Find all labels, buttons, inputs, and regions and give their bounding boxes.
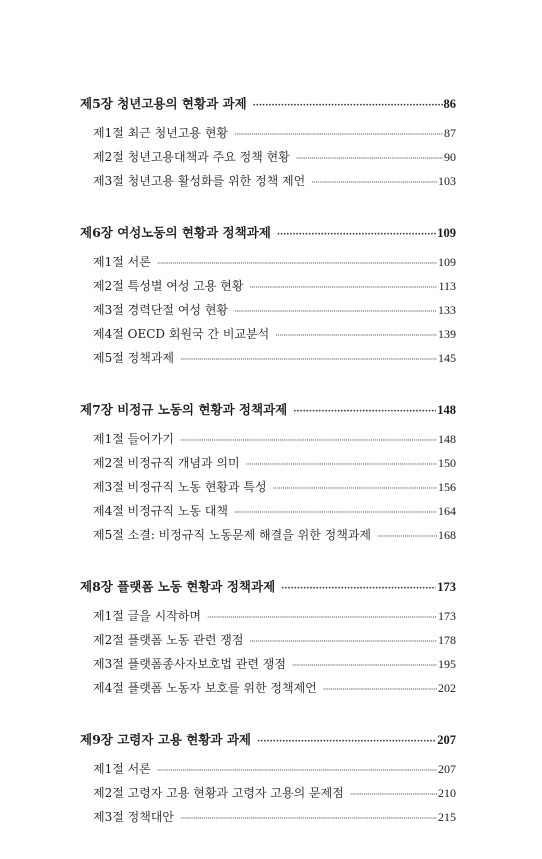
section-title: 제3절 정책대안: [93, 810, 175, 824]
section-title: 제1절 서론: [93, 255, 151, 269]
dot-leader: [323, 685, 437, 694]
section-entry[interactable]: [80, 478, 456, 502]
page-number: 164: [438, 504, 456, 518]
chapter-heading[interactable]: [80, 400, 456, 422]
section-title: 제3절 경력단절 여성 현황: [93, 303, 228, 317]
section-entry[interactable]: [80, 760, 456, 784]
chapter-title: 제6장 여성노동의 현황과 정책과제: [80, 225, 271, 240]
dot-leader: [273, 484, 437, 493]
chapter-6: [80, 223, 456, 373]
section-title: 제1절 서론: [93, 762, 151, 776]
table-of-contents: [80, 94, 456, 859]
chapter-heading[interactable]: [80, 577, 456, 599]
section-title: 제1절 들어가기: [93, 432, 175, 446]
chapter-9: [80, 730, 456, 832]
page-number: 109: [438, 255, 456, 269]
page-number: 156: [438, 480, 456, 494]
dot-leader: [292, 661, 437, 670]
dot-leader: [293, 407, 436, 417]
dot-leader: [277, 230, 436, 240]
section-entry[interactable]: [80, 655, 456, 679]
page-number: 210: [438, 786, 456, 800]
section-entry[interactable]: [80, 679, 456, 703]
page-number: 168: [438, 528, 456, 542]
chapter-title: 제5장 청년고용의 현황과 과제: [80, 96, 247, 111]
section-title: 제3절 플랫폼종사자보호법 관련 쟁점: [93, 657, 286, 671]
section-entry[interactable]: [80, 784, 456, 808]
dot-leader: [350, 790, 437, 799]
dot-leader: [234, 130, 443, 139]
dot-leader: [281, 584, 436, 594]
section-entry[interactable]: [80, 253, 456, 277]
chapter-title: 제7장 비정규 노동의 현황과 정책과제: [80, 402, 288, 417]
page-number: 148: [437, 403, 456, 417]
section-entry[interactable]: [80, 502, 456, 526]
page-number: 207: [438, 762, 456, 776]
section-entry[interactable]: [80, 607, 456, 631]
page-number: 109: [437, 226, 456, 240]
dot-leader: [180, 436, 437, 445]
page-number: 139: [438, 327, 456, 341]
section-entry[interactable]: [80, 349, 456, 373]
chapter-7: [80, 400, 456, 550]
section-entry[interactable]: [80, 325, 456, 349]
chapter-heading[interactable]: [80, 223, 456, 245]
dot-leader: [377, 532, 437, 541]
section-title: 제1절 최근 청년고용 현황: [93, 126, 228, 140]
page-number: 87: [444, 126, 456, 140]
page-number: 145: [438, 351, 456, 365]
section-entry[interactable]: [80, 277, 456, 301]
dot-leader: [249, 637, 437, 646]
section-title: 제5절 정책과제: [93, 351, 175, 365]
dot-leader: [275, 331, 437, 340]
section-entry[interactable]: [80, 301, 456, 325]
page-number: 207: [437, 733, 456, 747]
page-number: 90: [444, 150, 456, 164]
dot-leader: [234, 508, 437, 517]
page-number: 148: [438, 432, 456, 446]
chapter-heading[interactable]: [80, 94, 456, 116]
dot-leader: [157, 259, 437, 268]
section-entry[interactable]: [80, 148, 456, 172]
section-entry[interactable]: [80, 430, 456, 454]
section-entry[interactable]: [80, 124, 456, 148]
dot-leader: [249, 283, 437, 292]
section-title: 제4절 OECD 회원국 간 비교분석: [93, 327, 270, 341]
section-entry[interactable]: [80, 631, 456, 655]
page-number: 173: [437, 580, 456, 594]
section-title: 제1절 글을 시작하며: [93, 609, 202, 623]
page-number: 173: [438, 609, 456, 623]
section-entry[interactable]: [80, 172, 456, 196]
dot-leader: [180, 814, 437, 823]
dot-leader: [246, 460, 437, 469]
page-number: 215: [438, 810, 456, 824]
page-number: 103: [438, 174, 456, 188]
section-title: 제3절 청년고용 활성화를 위한 정책 제언: [93, 174, 306, 188]
dot-leader: [311, 178, 437, 187]
section-entry[interactable]: [80, 808, 456, 832]
dot-leader: [207, 613, 437, 622]
page-number: 86: [443, 97, 456, 111]
page-number: 113: [438, 279, 456, 293]
dot-leader: [157, 766, 437, 775]
page-number: 178: [438, 633, 456, 647]
dot-leader: [180, 355, 437, 364]
chapter-title: 제8장 플랫폼 노동 현황과 정책과제: [80, 579, 276, 594]
dot-leader: [253, 101, 443, 111]
chapter-title: 제9장 고령자 고용 현황과 과제: [80, 732, 252, 747]
section-title: 제2절 비정규직 개념과 의미: [93, 456, 240, 470]
dot-leader: [296, 154, 443, 163]
chapter-5: [80, 94, 456, 196]
page-number: 195: [438, 657, 456, 671]
section-title: 제2절 플랫폼 노동 관련 쟁점: [93, 633, 244, 647]
section-title: 제2절 고령자 고용 현황과 고령자 고용의 문제점: [93, 786, 344, 800]
dot-leader: [257, 737, 436, 747]
section-title: 제4절 플랫폼 노동자 보호를 위한 정책제언: [93, 681, 317, 695]
section-entry[interactable]: [80, 526, 456, 550]
page-number: 202: [438, 681, 456, 695]
section-title: 제5절 소결: 비정규직 노동문제 해결을 위한 정책과제: [93, 528, 371, 542]
page-number: 133: [438, 303, 456, 317]
section-entry[interactable]: [80, 454, 456, 478]
dot-leader: [234, 307, 437, 316]
page-number: 150: [438, 456, 456, 470]
section-title: 제4절 비정규직 노동 대책: [93, 504, 228, 518]
section-title: 제2절 특성별 여성 고용 현황: [93, 279, 244, 293]
chapter-heading[interactable]: [80, 730, 456, 752]
chapter-8: [80, 577, 456, 703]
section-title: 제2절 청년고용대책과 주요 정책 현황: [93, 150, 290, 164]
section-title: 제3절 비정규직 노동 현황과 특성: [93, 480, 267, 494]
